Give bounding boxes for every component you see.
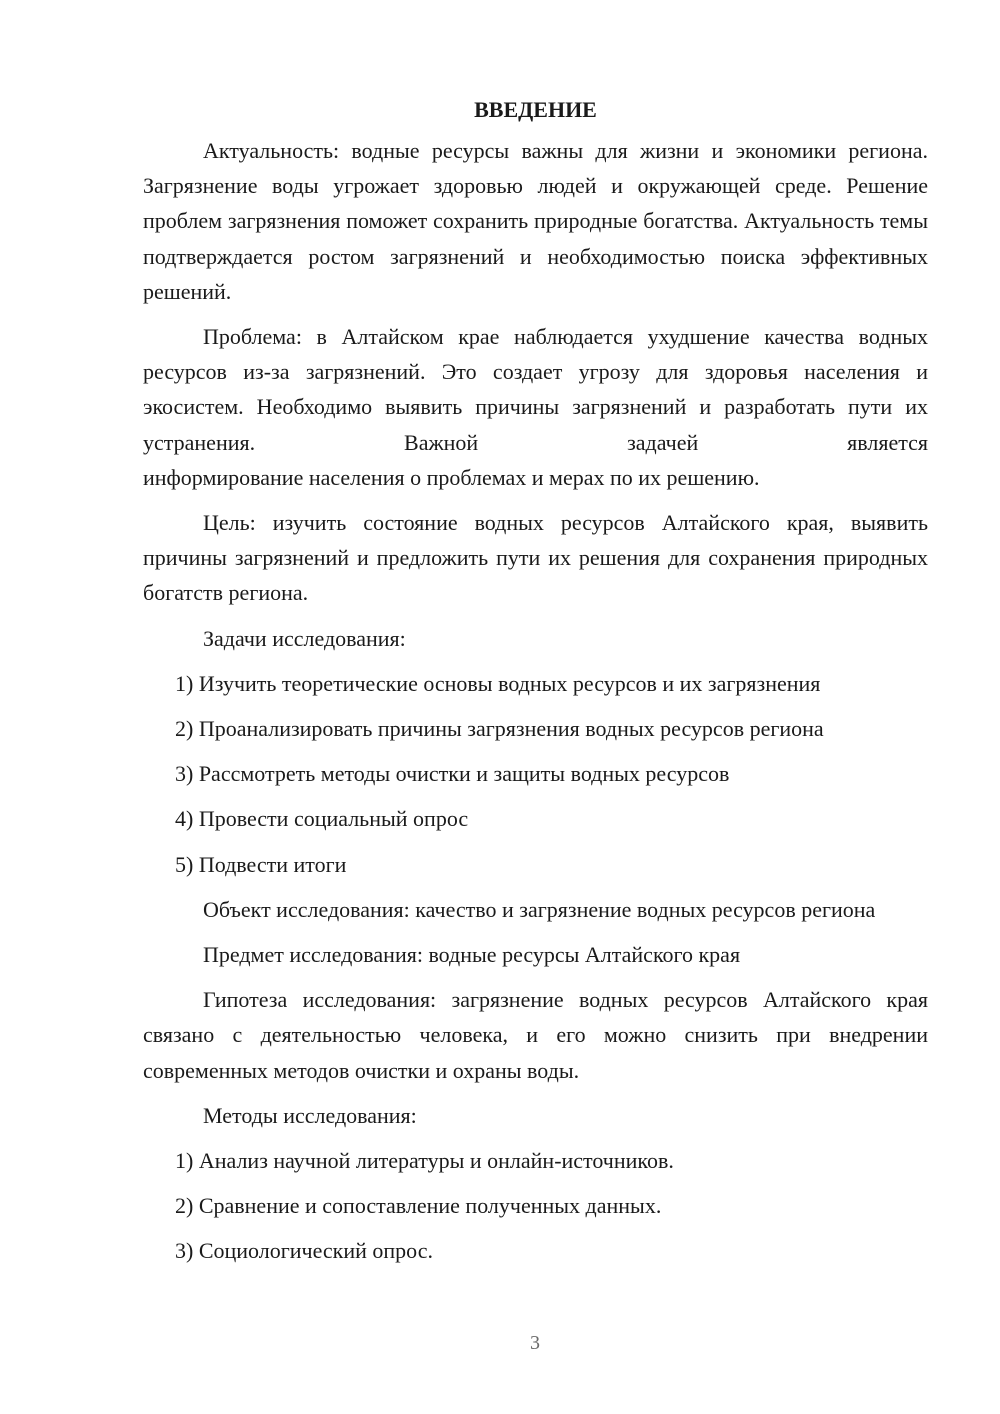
relevance-paragraph: Актуальность: водные ресурсы важны для жизни и экономики региона. Загрязнение воды угрожает здоровью людей и окружающей среде. Решение проблем загрязнения поможет сохранить природные богатства. Актуальность темы подтверждается ростом загрязнений и необходимостью поиска эффективных решений.	[143, 138, 928, 304]
methods-list	[143, 1143, 928, 1269]
problem-paragraph-tail: информирование населения о проблемах и мерах по их решению.	[143, 464, 760, 490]
section-title: ВВЕДЕНИЕ	[474, 97, 597, 122]
page-number: 3	[530, 1332, 540, 1354]
tasks-list	[143, 666, 928, 882]
hypothesis-paragraph: Гипотеза исследования: загрязнение водных ресурсов Алтайского края связано с деятельностью человека, и его можно снизить при внедрении современных методов очистки и охраны воды.	[143, 987, 928, 1083]
list-item: 2) Проанализировать причины загрязнения водных ресурсов региона	[175, 716, 824, 742]
problem-paragraph	[143, 319, 928, 460]
methods-heading: Методы исследования:	[203, 1102, 417, 1128]
list-item: 5) Подвести итоги	[175, 851, 347, 877]
list-item: 1) Изучить теоретические основы водных ресурсов и их загрязнения	[175, 670, 821, 696]
list-item: 3) Социологический опрос.	[175, 1238, 433, 1264]
subject-line: Предмет исследования: водные ресурсы Алтайского края	[203, 942, 741, 968]
list-item: 2) Сравнение и сопоставление полученных данных.	[175, 1193, 662, 1219]
goal-paragraph: Цель: изучить состояние водных ресурсов Алтайского края, выявить причины загрязнений и предложить пути их решения для сохранения природных богатств региона.	[143, 510, 928, 606]
document-page	[143, 92, 928, 1279]
problem-main-text: Проблема: в Алтайском крае наблюдается ухудшение качества водных ресурсов из-за загрязнений. Это создает угрозу для здоровья населения и экосистем. Необходимо выявить причины загрязнений и разработать пути их устранения. Важной задачей является	[143, 324, 928, 455]
list-item: 3) Рассмотреть методы очистки и защиты водных ресурсов	[175, 761, 730, 787]
list-item: 4) Провести социальный опрос	[175, 806, 469, 832]
object-paragraph: Объект исследования: качество и загрязнение водных ресурсов региона	[203, 896, 876, 922]
list-item: 1) Анализ научной литературы и онлайн-источников.	[175, 1148, 674, 1174]
tasks-heading: Задачи исследования:	[203, 625, 406, 651]
